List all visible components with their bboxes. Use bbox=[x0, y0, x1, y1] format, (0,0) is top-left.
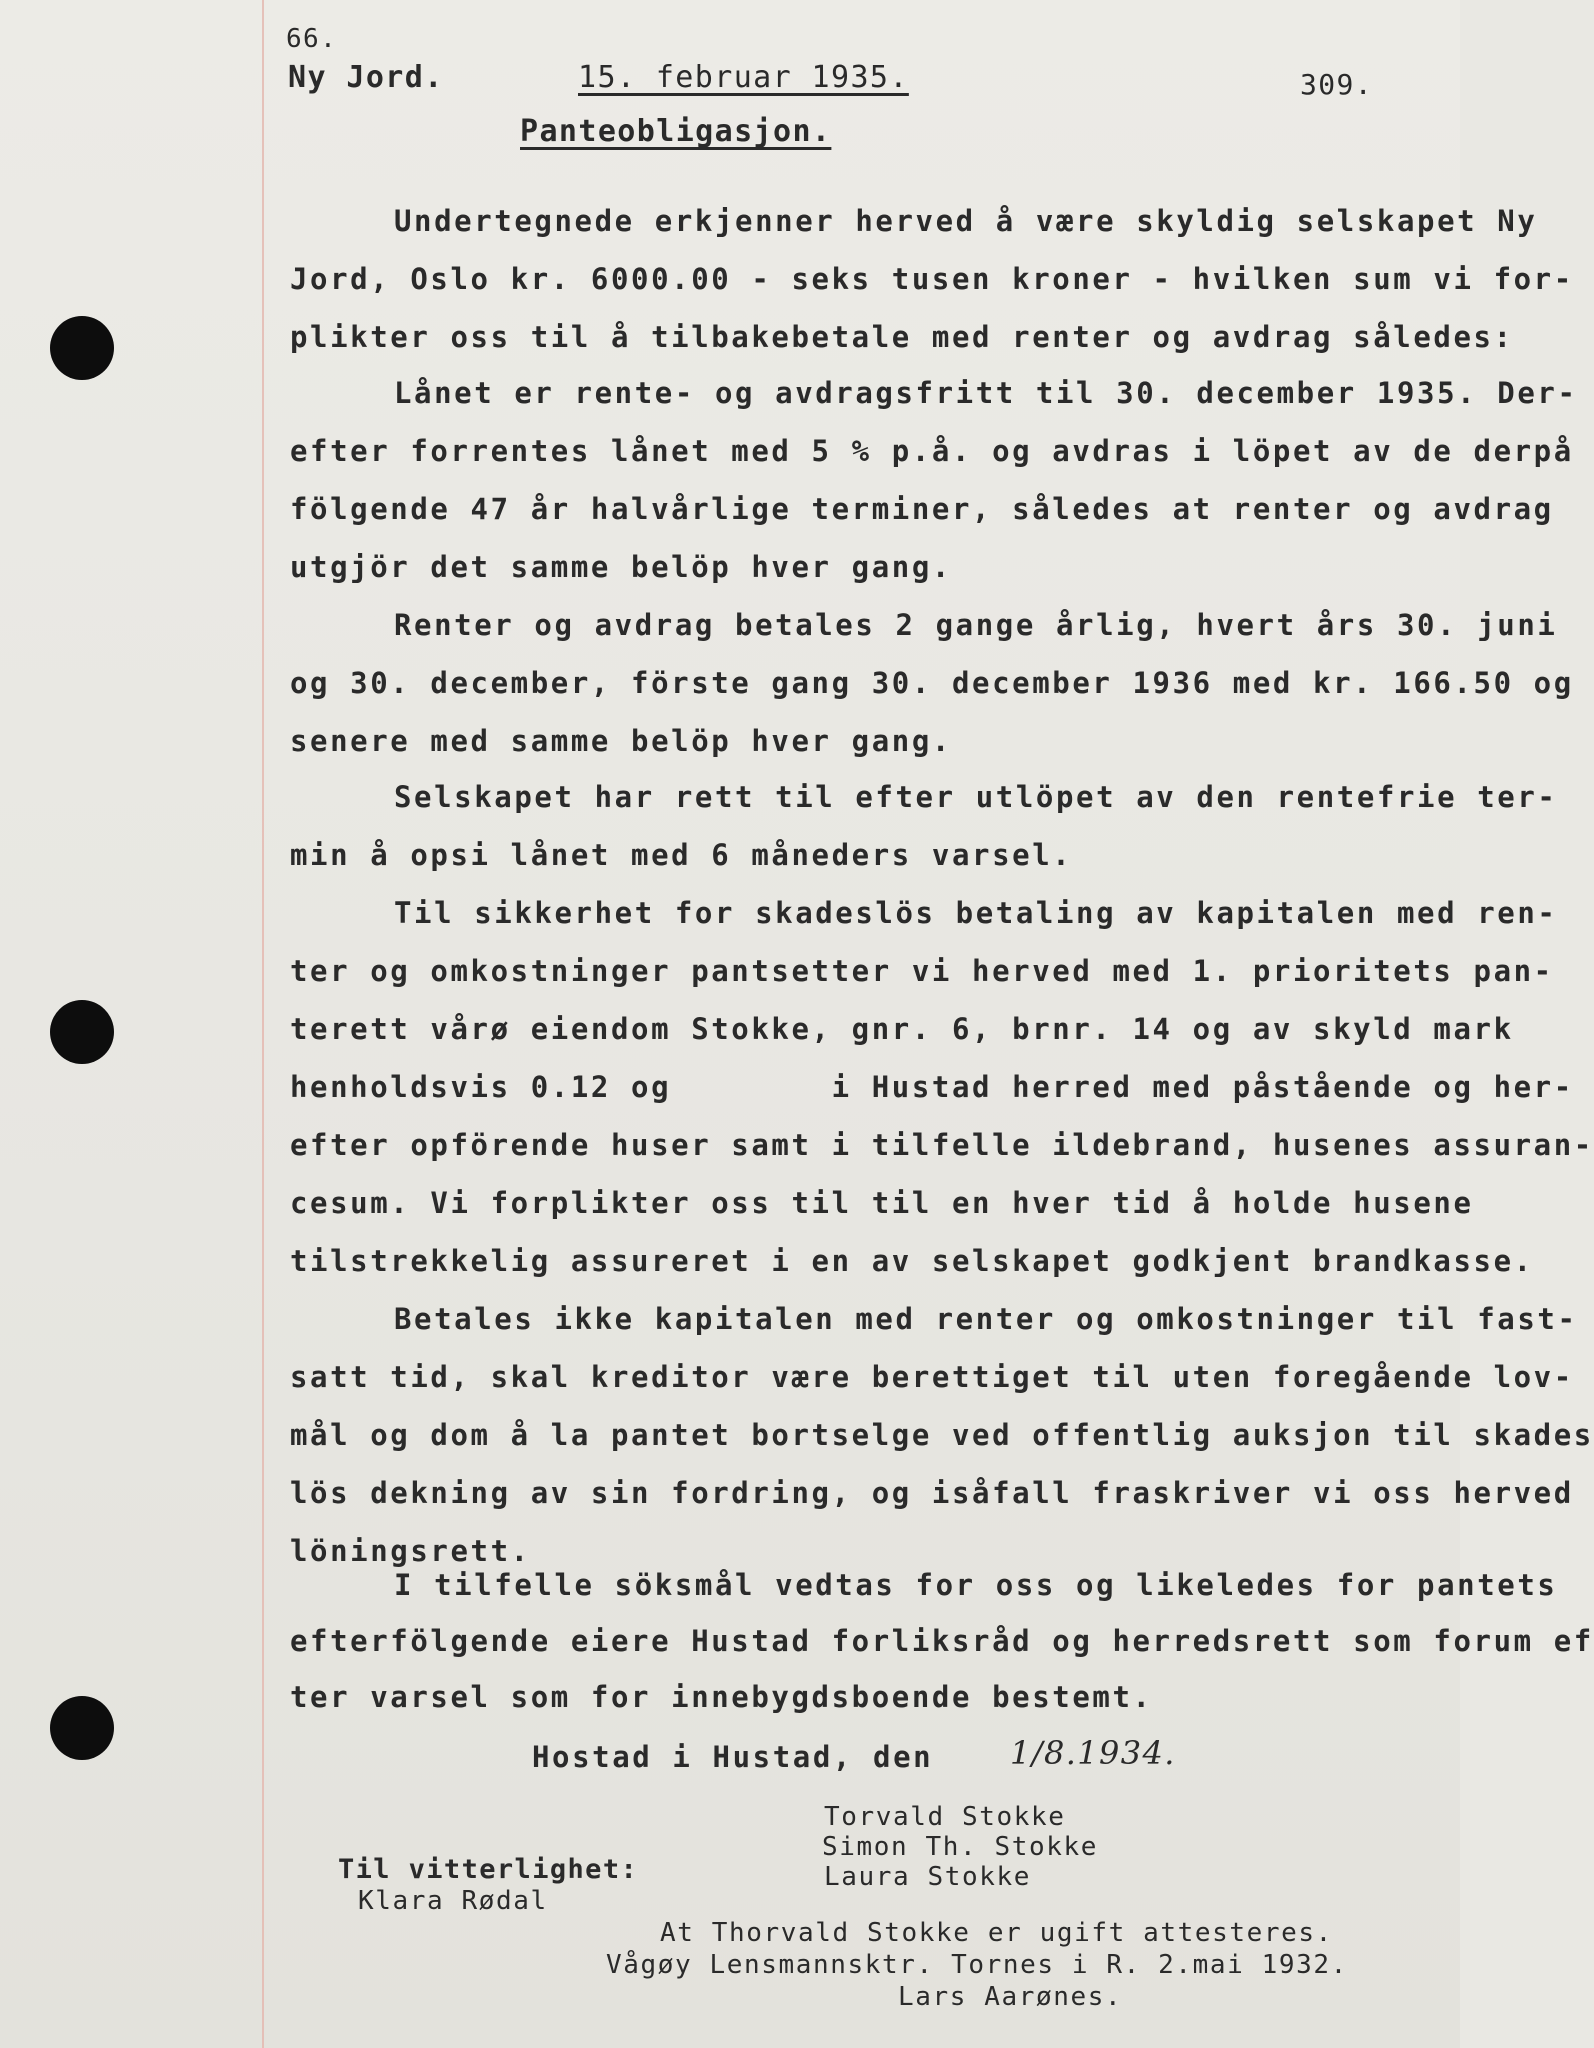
body-line: tilstrekkelig assureret i en av selskapet godkjent brandkasse. bbox=[290, 1244, 1534, 1278]
attestation-line: Vågøy Lensmannsktr. Tornes i R. 2.mai 1932. bbox=[606, 1950, 1348, 1980]
body-line: satt tid, skal kreditor være berettiget til uten foregående lov- bbox=[290, 1360, 1574, 1394]
body-line: senere med samme belöp hver gang. bbox=[290, 724, 952, 758]
attestation-line: Lars Aarønes. bbox=[898, 1982, 1123, 2012]
publication-name: Ny Jord. bbox=[288, 60, 444, 95]
body-line: I tilfelle söksmål vedtas for oss og likeledes for pantets bbox=[394, 1568, 1558, 1602]
body-line: fölgende 47 år halvårlige terminer, således at renter og avdrag bbox=[290, 492, 1554, 526]
document-title: Panteobligasjon. bbox=[520, 114, 832, 149]
body-line: lös dekning av sin fordring, og isåfall fraskriver vi oss herved bbox=[290, 1476, 1574, 1510]
body-line: Til sikkerhet for skadeslös betaling av kapitalen med ren- bbox=[394, 896, 1558, 930]
punch-hole-middle bbox=[50, 1000, 114, 1064]
body-line: efter forrentes lånet med 5 % p.å. og avdras i löpet av de derpå bbox=[290, 434, 1574, 468]
body-line: utgjör det samme belöp hver gang. bbox=[290, 550, 952, 584]
page-number-left: 66. bbox=[286, 24, 338, 54]
body-line: ter varsel som for innebygdsboende bestemt. bbox=[290, 1680, 1153, 1714]
body-line: og 30. december, förste gang 30. december 1936 med kr. 166.50 og bbox=[290, 666, 1574, 700]
body-line: Renter og avdrag betales 2 gange årlig, hvert års 30. juni bbox=[394, 608, 1558, 642]
place-date: Hostad i Hustad, den bbox=[532, 1740, 934, 1774]
body-line: henholdsvis 0.12 og i Hustad herred med påstående og her- bbox=[290, 1070, 1574, 1104]
body-line: cesum. Vi forplikter oss til til en hver tid å holde husene bbox=[290, 1186, 1474, 1220]
punch-hole-top bbox=[50, 316, 114, 380]
body-line: min å opsi lånet med 6 måneders varsel. bbox=[290, 838, 1073, 872]
page-number-right: 309. bbox=[1300, 68, 1374, 101]
signatory: Torvald Stokke bbox=[824, 1802, 1066, 1832]
handwritten-date: 1/8.1934. bbox=[1010, 1734, 1176, 1772]
body-line: Selskapet har rett til efter utlöpet av den rentefrie ter- bbox=[394, 780, 1558, 814]
witness-name: Klara Rødal bbox=[358, 1886, 548, 1916]
entry-date: 15. februar 1935. bbox=[578, 60, 909, 95]
body-line: Betales ikke kapitalen med renter og omkostninger til fast- bbox=[394, 1302, 1578, 1336]
body-line: terett vårø eiendom Stokke, gnr. 6, brnr. 14 og av skyld mark bbox=[290, 1012, 1514, 1046]
body-line: efterfölgende eiere Hustad forliksråd og herredsrett som forum ef bbox=[290, 1624, 1594, 1658]
body-line: efter opförende huser samt i tilfelle ildebrand, husenes assuran- bbox=[290, 1128, 1594, 1162]
punch-hole-bottom bbox=[50, 1696, 114, 1760]
body-line: löningsrett. bbox=[290, 1534, 531, 1568]
attestation-line: At Thorvald Stokke er ugift attesteres. bbox=[660, 1918, 1333, 1948]
signatory: Laura Stokke bbox=[824, 1862, 1032, 1892]
body-line: ter og omkostninger pantsetter vi herved med 1. prioritets pan- bbox=[290, 954, 1554, 988]
witness-label: Til vitterlighet: bbox=[338, 1854, 639, 1885]
signatory: Simon Th. Stokke bbox=[822, 1832, 1099, 1862]
body-line: Undertegnede erkjenner herved å være skyldig selskapet Ny bbox=[394, 204, 1538, 238]
body-line: Jord, Oslo kr. 6000.00 - seks tusen kroner - hvilken sum vi for- bbox=[290, 262, 1574, 296]
body-line: mål og dom å la pantet bortselge ved offentlig auksjon til skades bbox=[290, 1418, 1594, 1452]
body-line: Lånet er rente- og avdragsfritt til 30. december 1935. Der- bbox=[394, 376, 1578, 410]
margin-rule bbox=[262, 0, 264, 2048]
body-line: plikter oss til å tilbakebetale med renter og avdrag således: bbox=[290, 320, 1514, 354]
